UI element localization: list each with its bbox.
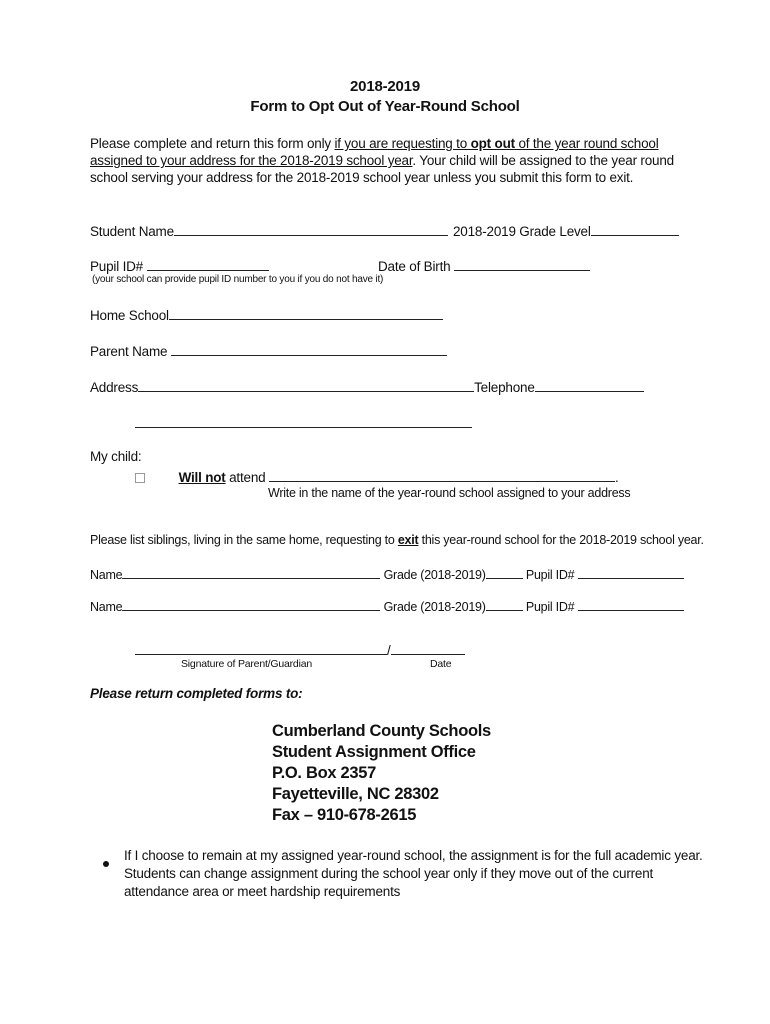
parent-name-field[interactable] xyxy=(171,342,447,356)
bullet-icon xyxy=(103,854,109,872)
dob-row xyxy=(378,257,590,274)
intro-line-1 xyxy=(90,136,659,151)
intro-text: Please complete and return this form only xyxy=(90,136,335,151)
signature-label: Signature of Parent/Guardian xyxy=(181,658,312,670)
siblings-exit: exit xyxy=(397,533,419,547)
school-name-note: Write in the name of the year-round school assigned to your address xyxy=(268,486,631,500)
sibling-grade-label: Grade (2018-2019) xyxy=(380,568,486,582)
siblings-intro xyxy=(90,533,704,547)
form-year: 2018-2019 xyxy=(350,78,420,95)
student-name-field[interactable] xyxy=(174,222,448,236)
sibling-pupil-label: Pupil ID# xyxy=(522,600,578,614)
will-not-attend-row xyxy=(135,468,619,485)
will-not-attend-checkbox[interactable] xyxy=(135,473,145,483)
telephone-field[interactable] xyxy=(535,378,644,392)
siblings-intro-text-2: this year-round school for the 2018-2019 school year. xyxy=(418,533,704,547)
pupil-id-row xyxy=(90,257,269,274)
home-school-row xyxy=(90,306,443,323)
address-row xyxy=(90,378,644,395)
form-title: Form to Opt Out of Year-Round School xyxy=(250,98,520,115)
sibling-row xyxy=(90,565,684,582)
attend-period: . xyxy=(615,470,619,485)
sibling-pupil-field[interactable] xyxy=(578,565,684,579)
signature-date-field[interactable] xyxy=(391,641,465,655)
my-child-label: My child: xyxy=(90,449,142,464)
school-name-field[interactable] xyxy=(269,468,615,482)
pupil-id-field[interactable] xyxy=(147,257,269,271)
return-fax-line: Fax – 910-678-2615 xyxy=(272,806,417,824)
grade-level-row xyxy=(453,222,679,239)
home-school-label: Home School xyxy=(90,308,169,323)
parent-name-label: Parent Name xyxy=(90,344,171,359)
pupil-id-note: (your school can provide pupil ID number to you if you do not have it) xyxy=(92,274,384,285)
student-name-label: Student Name xyxy=(90,224,174,239)
sibling-row xyxy=(90,597,684,614)
student-name-row xyxy=(90,222,448,239)
dob-field[interactable] xyxy=(454,257,590,271)
sibling-pupil-field[interactable] xyxy=(578,597,684,611)
grade-level-field[interactable] xyxy=(591,222,679,236)
home-school-field[interactable] xyxy=(169,306,443,320)
return-address-line: Student Assignment Office xyxy=(272,743,476,761)
intro-line-3: school serving your address for the 2018-2019 school year unless you submit this form to exit. xyxy=(90,170,634,185)
intro-text-2: . Your child will be assigned to the year round xyxy=(412,153,674,168)
intro-opt-out: opt out xyxy=(470,136,515,151)
address-field[interactable] xyxy=(138,378,474,392)
sibling-pupil-label: Pupil ID# xyxy=(522,568,578,582)
signature-slash: / xyxy=(387,643,391,658)
siblings-intro-text: Please list siblings, living in the same home, requesting to xyxy=(90,533,398,547)
note-line: Students can change assignment during the school year only if they move out of the current xyxy=(124,866,654,881)
sibling-name-field[interactable] xyxy=(122,597,380,611)
return-address-line: Cumberland County Schools xyxy=(272,722,491,740)
signature-row xyxy=(135,641,465,658)
date-label: Date xyxy=(430,658,452,670)
intro-underlined: if you are requesting to xyxy=(334,136,471,151)
will-not-label: Will not xyxy=(178,470,226,485)
sibling-name-label: Name xyxy=(90,568,123,582)
return-heading: Please return completed forms to: xyxy=(90,686,303,701)
telephone-label: Telephone xyxy=(474,380,535,395)
address-line-2-field[interactable] xyxy=(135,414,472,428)
dob-label: Date of Birth xyxy=(378,259,454,274)
sibling-grade-label: Grade (2018-2019) xyxy=(380,600,486,614)
sibling-name-label: Name xyxy=(90,600,123,614)
address-label: Address xyxy=(90,380,139,395)
attend-label: attend xyxy=(225,470,270,485)
intro-underlined-3: assigned to your address for the 2018-2019 school year xyxy=(90,153,413,168)
sibling-name-field[interactable] xyxy=(122,565,380,579)
parent-name-row xyxy=(90,342,447,359)
intro-line-2 xyxy=(90,153,674,168)
sibling-grade-field[interactable] xyxy=(486,597,523,611)
note-line: If I choose to remain at my assigned year-round school, the assignment is for the full academic year. xyxy=(124,848,703,863)
return-address-line: Fayetteville, NC 28302 xyxy=(272,785,439,803)
sibling-grade-field[interactable] xyxy=(486,565,523,579)
note-line: attendance area or meet hardship requirements xyxy=(124,884,401,899)
grade-level-label: 2018-2019 Grade Level xyxy=(453,224,591,239)
return-address-line: P.O. Box 2357 xyxy=(272,764,377,782)
pupil-id-label: Pupil ID# xyxy=(90,259,147,274)
intro-underlined-2: of the year round school xyxy=(514,136,659,151)
signature-field[interactable] xyxy=(135,641,387,655)
